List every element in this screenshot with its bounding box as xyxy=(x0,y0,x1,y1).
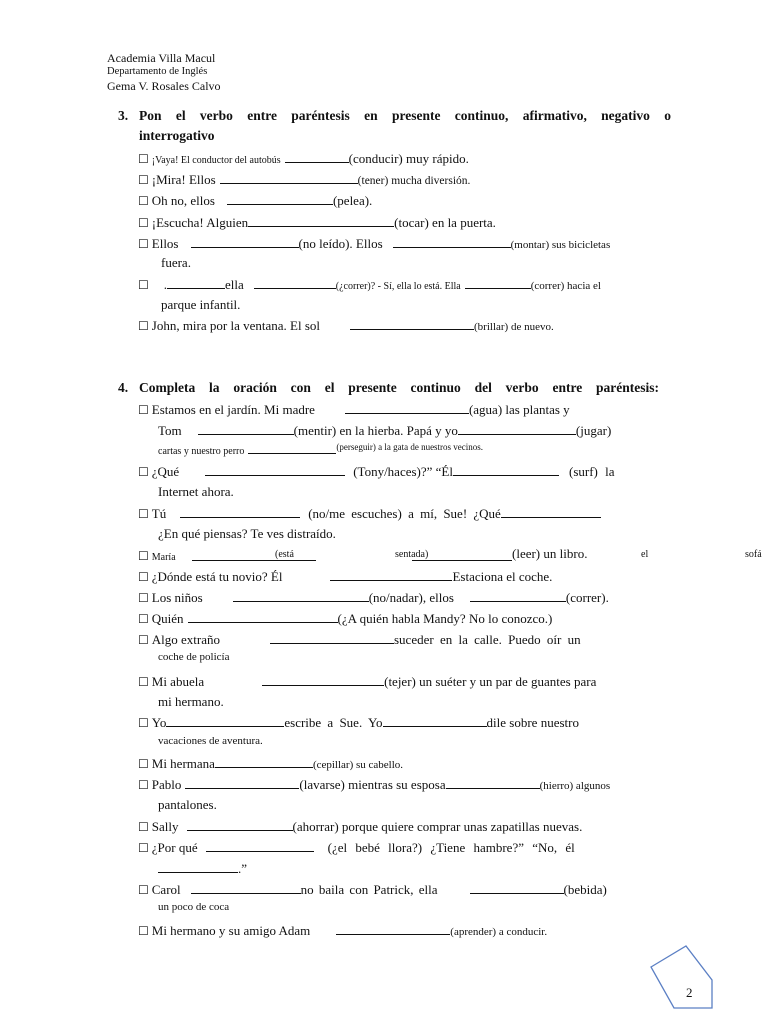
s3-item-7-hint: (brillar) de nuevo. xyxy=(474,321,554,333)
answer-blank[interactable] xyxy=(465,276,531,289)
checkbox-icon: ☐ xyxy=(138,841,149,855)
section3-title-line2: interrogativo xyxy=(139,128,215,143)
checkbox-icon: ☐ xyxy=(138,465,149,479)
teacher-name: Gema V. Rosales Calvo xyxy=(107,79,221,93)
s4-item-10 xyxy=(138,714,579,732)
s4-item-16 xyxy=(138,922,547,940)
answer-blank[interactable] xyxy=(330,568,452,581)
s4-item-6-hint-2: (correr). xyxy=(565,590,609,605)
checkbox-icon: ☐ xyxy=(138,194,149,208)
s3-item-5-hint: (no leído). Ellos xyxy=(298,236,383,251)
section3-number: 3. xyxy=(118,108,129,123)
checkbox-icon: ☐ xyxy=(138,549,149,563)
answer-blank[interactable] xyxy=(220,171,358,184)
s4-item-11-hint: (cepillar) su cabello. xyxy=(312,759,404,771)
answer-blank[interactable] xyxy=(350,317,474,330)
s4-item-6-hint: (no/nadar), ellos xyxy=(368,590,454,605)
s4-item-8-hint: suceder en la calle. Puedo oír un xyxy=(394,632,581,647)
s4-item-1-tom: Tom xyxy=(158,423,182,438)
s4-item-14 xyxy=(138,839,575,857)
s4-item-14-end: .” xyxy=(238,861,248,876)
answer-blank[interactable] xyxy=(187,818,293,831)
answer-blank[interactable] xyxy=(453,463,559,476)
s4-item-4-text: María xyxy=(151,552,176,563)
s4-item-2-hint: (Tony/haces)?” “Él xyxy=(353,464,453,479)
answer-blank[interactable] xyxy=(345,401,469,414)
checkbox-icon: ☐ xyxy=(138,403,149,417)
checkbox-icon: ☐ xyxy=(138,883,149,897)
answer-blank[interactable] xyxy=(458,422,576,435)
s4-item-10-text: Yo xyxy=(151,715,167,730)
s3-item-3 xyxy=(138,192,372,210)
checkbox-icon: ☐ xyxy=(138,778,149,792)
s4-item-11-text: Mi hermana xyxy=(151,756,215,771)
s4-item-6 xyxy=(138,589,609,607)
answer-blank[interactable] xyxy=(205,463,345,476)
s4-item-9-cont: mi hermano. xyxy=(158,694,224,709)
s4-item-3 xyxy=(138,505,601,523)
s4-item-10-cont: vacaciones de aventura. xyxy=(158,735,263,747)
checkbox-icon: ☐ xyxy=(138,716,149,730)
answer-blank[interactable] xyxy=(270,631,394,644)
answer-blank[interactable] xyxy=(412,548,512,561)
s4-item-13 xyxy=(138,818,582,836)
answer-blank[interactable] xyxy=(501,505,601,518)
s3-item-1-hint: (conducir) muy rápido. xyxy=(348,151,469,166)
answer-blank[interactable] xyxy=(158,860,238,873)
checkbox-icon: ☐ xyxy=(138,820,149,834)
checkbox-icon: ☐ xyxy=(138,507,149,521)
s4-item-9-text: Mi abuela xyxy=(151,674,205,689)
s4-item-10-hint: escribe a Sue. Yo xyxy=(284,715,383,730)
s3-item-1 xyxy=(138,150,469,168)
department-name: Departamento de Inglés xyxy=(107,66,208,77)
s4-item-1-text-3: cartas y nuestro perro xyxy=(158,446,245,457)
s4-item-15-hint: no baila con Patrick, ella xyxy=(300,882,438,897)
s3-item-4 xyxy=(138,214,496,232)
s3-item-2 xyxy=(138,171,470,189)
section3-title-line1: Pon el verbo entre paréntesis en presente continuo, afirmativo, negativo o xyxy=(139,108,671,123)
s4-item-1-hint: (agua) las plantas y xyxy=(468,402,570,417)
s4-item-16-text: Mi hermano y su amigo Adam xyxy=(151,923,311,938)
s3-item-4-text: ¡Escucha! Alguien xyxy=(151,215,249,230)
s4-item-15-text: Carol xyxy=(151,882,181,897)
checkbox-icon: ☐ xyxy=(138,757,149,771)
s4-item-8 xyxy=(138,631,581,649)
answer-blank[interactable] xyxy=(198,422,294,435)
s3-item-5-hint-2: (montar) sus bicicletas xyxy=(510,239,611,251)
page-corner-icon xyxy=(648,944,714,1010)
answer-blank[interactable] xyxy=(393,235,511,248)
checkbox-icon: ☐ xyxy=(138,924,149,938)
s4-item-8-text: Algo extraño xyxy=(151,632,220,647)
s4-item-1-hint-4: (perseguir) a la gata de nuestros vecinos. xyxy=(336,442,484,452)
answer-blank[interactable] xyxy=(248,441,336,454)
answer-blank[interactable] xyxy=(383,714,487,727)
s4-item-15 xyxy=(138,881,607,899)
checkbox-icon: ☐ xyxy=(138,612,149,626)
checkbox-icon: ☐ xyxy=(138,152,149,166)
s3-item-6-hint-2: (correr) hacia el xyxy=(530,280,601,292)
s3-item-2-text: ¡Mira! Ellos xyxy=(151,172,216,187)
s4-item-9 xyxy=(138,673,596,691)
answer-blank[interactable] xyxy=(191,235,299,248)
answer-blank[interactable] xyxy=(254,276,336,289)
answer-blank[interactable] xyxy=(188,610,338,623)
s3-item-5-text: Ellos xyxy=(151,236,179,251)
school-name: Academia Villa Macul xyxy=(107,51,216,65)
s4-item-15-hint-2: (bebida) xyxy=(563,882,607,897)
s4-item-1-text: Estamos en el jardín. Mi madre xyxy=(151,402,315,417)
answer-blank[interactable] xyxy=(185,776,299,789)
checkbox-icon: ☐ xyxy=(138,570,149,584)
s4-item-14-hint: (¿el bebé llora?) ¿Tiene hambre?” “No, él xyxy=(327,840,575,855)
s4-item-4 xyxy=(138,547,176,565)
checkbox-icon: ☐ xyxy=(138,278,149,292)
s4-item-7 xyxy=(138,610,552,628)
s4-item-3-cont: ¿En qué piensas? Te ves distraído. xyxy=(158,526,336,541)
s4-item-2-cont: Internet ahora. xyxy=(158,484,234,499)
s4-item-4-hint: (está xyxy=(275,549,294,560)
s3-item-2-hint: (tener) mucha diversión. xyxy=(357,175,471,187)
s4-item-5-hint: Estaciona el coche. xyxy=(452,569,553,584)
s4-item-4-hint-2: sentada) xyxy=(395,549,429,560)
s4-item-1 xyxy=(138,401,570,419)
answer-blank[interactable] xyxy=(166,714,284,727)
s3-item-1-text: ¡Vaya! El conductor del autobús xyxy=(151,155,281,166)
answer-blank[interactable] xyxy=(285,150,349,163)
checkbox-icon: ☐ xyxy=(138,591,149,605)
s4-item-15-cont: un poco de coca xyxy=(158,901,230,913)
s4-item-12-hint-2: (hierro) algunos xyxy=(539,780,611,792)
answer-blank[interactable] xyxy=(336,922,450,935)
s4-item-4-el: el xyxy=(641,549,649,560)
s4-item-13-hint: (ahorrar) porque quiere comprar unas zapatillas nuevas. xyxy=(292,819,583,834)
s3-item-4-hint: (tocar) en la puerta. xyxy=(394,215,496,230)
answer-blank[interactable] xyxy=(180,505,300,518)
s3-item-5 xyxy=(138,235,610,253)
s4-item-3-hint: (no/me escuches) a mí, Sue! ¿Qué xyxy=(308,506,501,521)
s4-item-3-text: Tú xyxy=(151,506,167,521)
s4-item-1-hint-3: (jugar) xyxy=(575,423,612,438)
s4-item-5 xyxy=(138,568,552,586)
s4-item-2 xyxy=(138,463,615,481)
s3-item-6 xyxy=(138,276,601,294)
s4-item-11 xyxy=(138,755,403,773)
answer-blank[interactable] xyxy=(215,755,313,768)
s4-item-1-hint-2: (mentir) en la hierba. Papá y yo xyxy=(293,423,458,438)
s4-item-7-text: Quién xyxy=(151,611,184,626)
answer-blank[interactable] xyxy=(446,776,540,789)
page-number: 2 xyxy=(686,985,693,1000)
s4-item-12-cont: pantalones. xyxy=(158,797,217,812)
s4-item-1-line3 xyxy=(158,441,483,459)
answer-blank[interactable] xyxy=(233,589,369,602)
s4-item-9-hint: (tejer) un suéter y un par de guantes para xyxy=(384,674,597,689)
s4-item-14-line2 xyxy=(158,860,247,878)
s3-item-3-text: Oh no, ellos xyxy=(151,193,215,208)
s4-item-5-text: ¿Dónde está tu novio? Él xyxy=(151,569,283,584)
checkbox-icon: ☐ xyxy=(138,319,149,333)
section4-number: 4. xyxy=(118,380,129,395)
answer-blank[interactable] xyxy=(262,673,384,686)
answer-blank[interactable] xyxy=(248,214,394,227)
checkbox-icon: ☐ xyxy=(138,216,149,230)
checkbox-icon: ☐ xyxy=(138,237,149,251)
checkbox-icon: ☐ xyxy=(138,633,149,647)
answer-blank[interactable] xyxy=(192,548,316,561)
s4-item-2-text: ¿Qué xyxy=(151,464,180,479)
s4-item-7-hint: (¿A quién habla Mandy? No lo conozco.) xyxy=(337,611,553,626)
s4-item-16-hint: (aprender) a conducir. xyxy=(450,926,548,938)
s3-item-6-cont: parque infantil. xyxy=(161,297,241,312)
s4-item-12-text: Pablo xyxy=(151,777,182,792)
s4-item-2-hint-2: (surf) la xyxy=(569,464,615,479)
answer-blank[interactable] xyxy=(470,589,566,602)
checkbox-icon: ☐ xyxy=(138,173,149,187)
s4-item-4-hint-3: (leer) un libro. xyxy=(512,546,588,561)
s4-item-14-text: ¿Por qué xyxy=(151,840,198,855)
s4-item-4-sofa: sofá xyxy=(745,549,762,560)
s4-item-6-text: Los niños xyxy=(151,590,203,605)
answer-blank[interactable] xyxy=(206,839,314,852)
s3-item-6-text: . xyxy=(163,277,168,292)
s3-item-6-word: ella xyxy=(225,277,244,292)
s4-item-1-line2 xyxy=(158,422,611,440)
s4-item-10-hint-2: dile sobre nuestro xyxy=(486,715,579,730)
answer-blank[interactable] xyxy=(227,192,333,205)
section4-title: Completa la oración con el presente continuo del verbo entre paréntesis: xyxy=(139,380,659,395)
s4-item-8-cont: coche de policía xyxy=(158,651,230,663)
s3-item-7 xyxy=(138,317,554,335)
s3-item-6-hint: (¿correr)? - Sí, ella lo está. Ella xyxy=(335,281,461,292)
answer-blank[interactable] xyxy=(167,276,225,289)
s4-item-13-text: Sally xyxy=(151,819,179,834)
s3-item-5-cont: fuera. xyxy=(161,255,191,270)
s4-item-12-hint: (lavarse) mientras su esposa xyxy=(299,777,446,792)
answer-blank[interactable] xyxy=(470,881,564,894)
s4-item-12 xyxy=(138,776,610,794)
checkbox-icon: ☐ xyxy=(138,675,149,689)
answer-blank[interactable] xyxy=(191,881,301,894)
s3-item-3-hint: (pelea). xyxy=(332,193,373,208)
s3-item-7-text: John, mira por la ventana. El sol xyxy=(151,318,321,333)
